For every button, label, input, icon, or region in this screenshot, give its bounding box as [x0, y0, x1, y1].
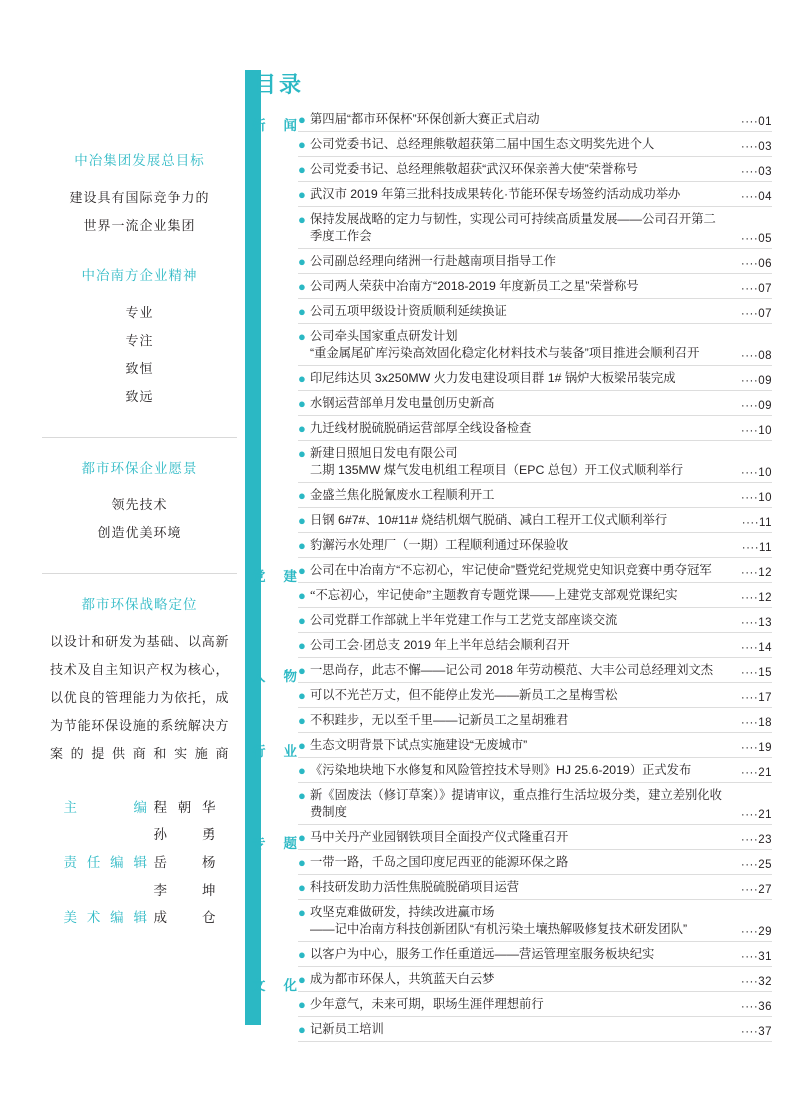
toc-entry-title: 记新员工培训 [310, 1021, 384, 1036]
page-title: 目录 [254, 72, 305, 97]
toc-entry-title: 不积跬步，无以至千里——记新员工之星胡雅君 [310, 712, 569, 727]
toc-entry[interactable] [298, 157, 772, 182]
toc-entry-title: 可以不光芒万丈，但不能停止发光——新员工之星梅雪松 [310, 687, 618, 702]
toc-entry-title: 日钢 6#7#、10#11# 烧结机烟气脱硝、减白工程开工仪式顺利举行 [310, 512, 668, 527]
toc-entry[interactable] [298, 783, 772, 825]
toc-section [252, 825, 772, 967]
toc-entry-title: 公司副总经理向绪洲一行赴越南项目指导工作 [310, 253, 556, 268]
toc-entry-title: 《污染地块地下水修复和风险管控技术导则》HJ 25.6-2019）正式发布 [310, 762, 692, 777]
toc-entry-list [298, 967, 772, 1042]
toc-entry[interactable] [298, 483, 772, 508]
toc-entry-page-number: ····11 [741, 516, 772, 529]
credit-value: 岳 杨 [153, 854, 216, 870]
toc-entry[interactable] [298, 441, 772, 483]
bullet-icon: ● [298, 637, 306, 653]
left-line: 创造优美环境 [97, 525, 182, 541]
bullet-icon: ● [298, 854, 306, 870]
toc-entry[interactable] [298, 583, 772, 608]
bullet-icon: ● [298, 904, 306, 920]
toc-section-label: 行业 [252, 744, 298, 759]
toc-entry-page-number: ····05 [740, 232, 772, 245]
toc-entry[interactable] [298, 758, 772, 783]
toc-entry-page-number: ····17 [740, 691, 772, 704]
bullet-icon: ● [298, 512, 306, 528]
bullet-icon: ● [298, 712, 306, 728]
toc-entry-page-number: ····21 [740, 808, 772, 821]
table-of-contents [252, 68, 772, 1042]
bullet-icon: ● [298, 587, 306, 603]
left-line: 专业 [125, 305, 154, 321]
toc-entry-page-number: ····25 [740, 858, 772, 871]
toc-entry[interactable] [298, 558, 772, 583]
toc-entry[interactable] [298, 299, 772, 324]
toc-entry-title: 公司党群工作部就上半年党建工作与工艺党支部座谈交流 [310, 612, 618, 627]
credit-label: 责任编辑 [63, 854, 148, 870]
toc-entry-page-number: ····21 [740, 766, 772, 779]
toc-entry[interactable] [298, 825, 772, 850]
toc-entry-title: 公司党委书记、总经理熊敬超获第二届中国生态文明奖先进个人 [310, 136, 655, 151]
left-line: 领先技术 [111, 497, 168, 513]
bullet-icon: ● [298, 328, 306, 344]
left-paragraph: 以设计和研发为基础、以高新技术及自主知识产权为核心，以优良的管理能力为依托，成为节能环保设施的系统解决方案的提供商和实施商 [50, 633, 229, 761]
bullet-icon: ● [298, 445, 306, 461]
toc-entry[interactable] [298, 608, 772, 633]
toc-entry[interactable] [298, 967, 772, 992]
toc-section-label: 专题 [252, 836, 298, 851]
bullet-icon: ● [298, 253, 306, 269]
toc-entry[interactable] [298, 875, 772, 900]
bullet-icon: ● [298, 537, 306, 553]
bullet-icon: ● [298, 186, 306, 202]
left-line: 建设具有国际竞争力的 [69, 189, 210, 205]
toc-entry[interactable] [298, 207, 772, 249]
toc-entry[interactable] [298, 107, 772, 132]
toc-entry-page-number: ····07 [740, 307, 772, 320]
toc-entry-page-number: ····06 [740, 257, 772, 270]
toc-entry[interactable] [298, 416, 772, 441]
bullet-icon: ● [298, 946, 306, 962]
toc-entry-page-number: ····09 [740, 399, 772, 412]
toc-entry-page-number: ····37 [740, 1025, 772, 1038]
toc-entry-title: 公司在中冶南方“不忘初心，牢记使命”暨党纪党规党史知识竞赛中勇夺冠军 [310, 562, 712, 577]
credit-value: 李 坤 [153, 882, 216, 898]
toc-entry-subtitle: 二期 135MW 煤气发电机组工程项目（EPC 总包）开工仪式顺利举行 [310, 462, 684, 477]
toc-entry-title: 九迁线材脱硫脱硝运营部厚全线设备检查 [310, 420, 532, 435]
bullet-icon: ● [298, 562, 306, 578]
left-heading-vision: 都市环保企业愿景 [81, 460, 198, 476]
toc-entry-page-number: ····12 [740, 566, 772, 579]
toc-entry[interactable] [298, 274, 772, 299]
toc-entry-title: 少年意气，未来可期，职场生涯伴理想前行 [310, 996, 544, 1011]
left-heading-positioning: 都市环保战略定位 [81, 597, 198, 613]
toc-entry[interactable] [298, 1017, 772, 1042]
bullet-icon: ● [298, 737, 306, 753]
toc-body [252, 107, 772, 1042]
left-block-spirit [42, 265, 237, 410]
toc-entry-page-number: ····27 [740, 883, 772, 896]
toc-entry-page-number: ····03 [740, 165, 772, 178]
divider [42, 437, 237, 438]
toc-entry[interactable] [298, 508, 772, 533]
toc-entry-page-number: ····14 [740, 641, 772, 654]
toc-entry[interactable] [298, 249, 772, 274]
toc-entry-title: 水钢运营部单月发电量创历史新高 [310, 395, 495, 410]
toc-entry[interactable] [298, 992, 772, 1017]
bullet-icon: ● [298, 787, 306, 803]
toc-entry[interactable] [298, 900, 772, 942]
toc-entry-page-number: ····13 [740, 616, 772, 629]
toc-section-label: 新闻 [252, 118, 298, 133]
toc-entry-title: 第四届“都市环保杯”环保创新大赛正式启动 [310, 111, 540, 126]
toc-section [252, 733, 772, 825]
bullet-icon: ● [298, 303, 306, 319]
toc-entry-page-number: ····10 [740, 424, 772, 437]
credit-row [42, 849, 237, 877]
toc-entry[interactable] [298, 366, 772, 391]
toc-entry-title: 新《固废法（修订草案）》提请审议，重点推行生活垃圾分类，建立差别化收费制度 [310, 787, 722, 819]
credit-label: 美术编辑 [63, 910, 148, 926]
toc-entry-title: 印尼纬达贝 3x250MW 火力发电建设项目群 1# 锅炉大板梁吊装完成 [310, 370, 676, 385]
toc-section-label: 文化 [252, 978, 298, 993]
toc-entry-list [298, 658, 772, 733]
credits-block [42, 794, 237, 932]
bullet-icon: ● [298, 395, 306, 411]
toc-entry[interactable] [298, 708, 772, 733]
credit-label: 主 编 [63, 799, 148, 815]
left-column [42, 150, 237, 932]
toc-entry-page-number: ····36 [740, 1000, 772, 1013]
left-block-vision [42, 458, 237, 547]
toc-entry[interactable] [298, 182, 772, 207]
credit-value: 成 仓 [153, 910, 216, 926]
bullet-icon: ● [298, 687, 306, 703]
bullet-icon: ● [298, 612, 306, 628]
bullet-icon: ● [298, 370, 306, 386]
toc-entry[interactable] [298, 683, 772, 708]
bullet-icon: ● [298, 662, 306, 678]
left-heading-spirit: 中冶南方企业精神 [81, 268, 198, 284]
left-line: 致远 [125, 388, 154, 404]
toc-entry-title: 公司牵头国家重点研发计划 “重金属尾矿库污染高效固化稳定化材料技术与装备”项目推进会顺利召开 [310, 328, 728, 362]
toc-entry-title: 生态文明背景下试点实施建设“无废城市” [310, 737, 528, 752]
toc-entry-page-number: ····12 [740, 591, 772, 604]
bullet-icon: ● [298, 136, 306, 152]
toc-entry-list [298, 107, 772, 558]
bullet-icon: ● [298, 971, 306, 987]
toc-entry[interactable] [298, 942, 772, 967]
left-block-positioning [42, 594, 237, 767]
divider [42, 573, 237, 574]
toc-entry-subtitle: “重金属尾矿库污染高效固化稳定化材料技术与装备”项目推进会顺利召开 [310, 345, 700, 360]
toc-entry-page-number: ····03 [740, 140, 772, 153]
toc-entry-title: 武汉市 2019 年第三批科技成果转化·节能环保专场签约活动成功举办 [310, 186, 681, 201]
toc-entry-title: 公司五项甲级设计资质顺利延续换证 [310, 303, 507, 318]
toc-section [252, 967, 772, 1042]
toc-entry-title: 公司两人荣获中冶南方“2018-2019 年度新员工之星”荣誉称号 [310, 278, 639, 293]
toc-entry-title: 马中关丹产业园钢铁项目全面投产仪式隆重召开 [310, 829, 569, 844]
toc-section-label: 党建 [252, 569, 298, 584]
toc-entry-title: 新建日照旭日发电有限公司 二期 135MW 煤气发电机组工程项目（EPC 总包）开工仪式顺利举行 [310, 445, 728, 479]
left-block-goal [42, 150, 237, 239]
toc-entry-title: 公司党委书记、总经理熊敬超获“武汉环保亲善大使”荣誉称号 [310, 161, 638, 176]
left-heading-goal: 中冶集团发展总目标 [74, 153, 205, 168]
bullet-icon: ● [298, 829, 306, 845]
toc-entry-title: 成为都市环保人，共筑蓝天白云梦 [310, 971, 495, 986]
toc-entry-list [298, 733, 772, 825]
toc-entry-page-number: ····32 [740, 975, 772, 988]
credit-row [42, 904, 237, 932]
bullet-icon: ● [298, 278, 306, 294]
toc-entry-title: 豹澥污水处理厂（一期）工程顺利通过环保验收 [310, 537, 569, 552]
toc-section [252, 107, 772, 558]
toc-entry-page-number: ····07 [740, 282, 772, 295]
bullet-icon: ● [298, 420, 306, 436]
toc-entry-page-number: ····01 [740, 115, 772, 128]
toc-entry-title: 保持发展战略的定力与韧性，实现公司可持续高质量发展——公司召开第二季度工作会 [310, 211, 716, 243]
bullet-icon: ● [298, 879, 306, 895]
toc-entry-title: 科技研发助力活性焦脱硫脱硝项目运营 [310, 879, 520, 894]
toc-entry[interactable] [298, 633, 772, 658]
toc-entry[interactable] [298, 733, 772, 758]
toc-entry-page-number: ····19 [740, 741, 772, 754]
toc-entry[interactable] [298, 391, 772, 416]
toc-entry-page-number: ····23 [740, 833, 772, 846]
credit-row [42, 794, 237, 822]
toc-section [252, 558, 772, 658]
toc-entry-page-number: ····10 [740, 491, 772, 504]
bullet-icon: ● [298, 996, 306, 1012]
toc-entry-subtitle: ——记中冶南方科技创新团队“有机污染土壤热解吸修复技术研发团队” [310, 921, 688, 936]
toc-entry[interactable] [298, 533, 772, 558]
toc-entry-title: “不忘初心，牢记使命”主题教育专题党课——上建党支部观党课纪实 [310, 587, 678, 602]
toc-entry-title: 以客户为中心，服务工作任重道远——营运管理室服务板块纪实 [310, 946, 655, 961]
bullet-icon: ● [298, 487, 306, 503]
toc-entry-page-number: ····11 [741, 541, 772, 554]
toc-entry-page-number: ····15 [740, 666, 772, 679]
toc-entry-list [298, 825, 772, 967]
toc-entry-page-number: ····31 [740, 950, 772, 963]
toc-entry-title: 一思尚存，此志不懈——记公司 2018 年劳动模范、大丰公司总经理刘文杰 [310, 662, 714, 677]
credit-row [42, 821, 237, 849]
credit-row [42, 877, 237, 905]
toc-entry-list [298, 558, 772, 658]
credit-value: 孙 勇 [153, 827, 216, 843]
toc-entry-title: 金盛兰焦化脱氰废水工程顺利开工 [310, 487, 495, 502]
bullet-icon: ● [298, 111, 306, 127]
bullet-icon: ● [298, 1021, 306, 1037]
bullet-icon: ● [298, 211, 306, 227]
toc-entry-page-number: ····10 [740, 466, 772, 479]
left-line: 致恒 [125, 360, 154, 376]
toc-entry-title: 公司工会·团总支 2019 年上半年总结会顺利召开 [310, 637, 570, 652]
toc-entry[interactable] [298, 132, 772, 157]
toc-entry-title: 一带一路，千岛之国印度尼西亚的能源环保之路 [310, 854, 569, 869]
toc-entry[interactable] [298, 850, 772, 875]
toc-entry-page-number: ····29 [740, 925, 772, 938]
toc-entry[interactable] [298, 324, 772, 366]
left-line: 世界一流企业集团 [83, 217, 196, 233]
toc-section [252, 658, 772, 733]
toc-entry-title: 攻坚克难做研发，持续改进赢市场 ——记中冶南方科技创新团队“有机污染土壤热解吸修复技术研发团队” [310, 904, 728, 938]
toc-entry-page-number: ····04 [740, 190, 772, 203]
toc-entry-page-number: ····09 [740, 374, 772, 387]
left-line: 专注 [125, 333, 154, 348]
toc-entry-page-number: ····18 [740, 716, 772, 729]
toc-entry-page-number: ····08 [740, 349, 772, 362]
toc-entry[interactable] [298, 658, 772, 683]
credit-value: 程朝华 [153, 799, 216, 815]
toc-section-label: 人物 [252, 669, 298, 684]
bullet-icon: ● [298, 762, 306, 778]
bullet-icon: ● [298, 161, 306, 177]
